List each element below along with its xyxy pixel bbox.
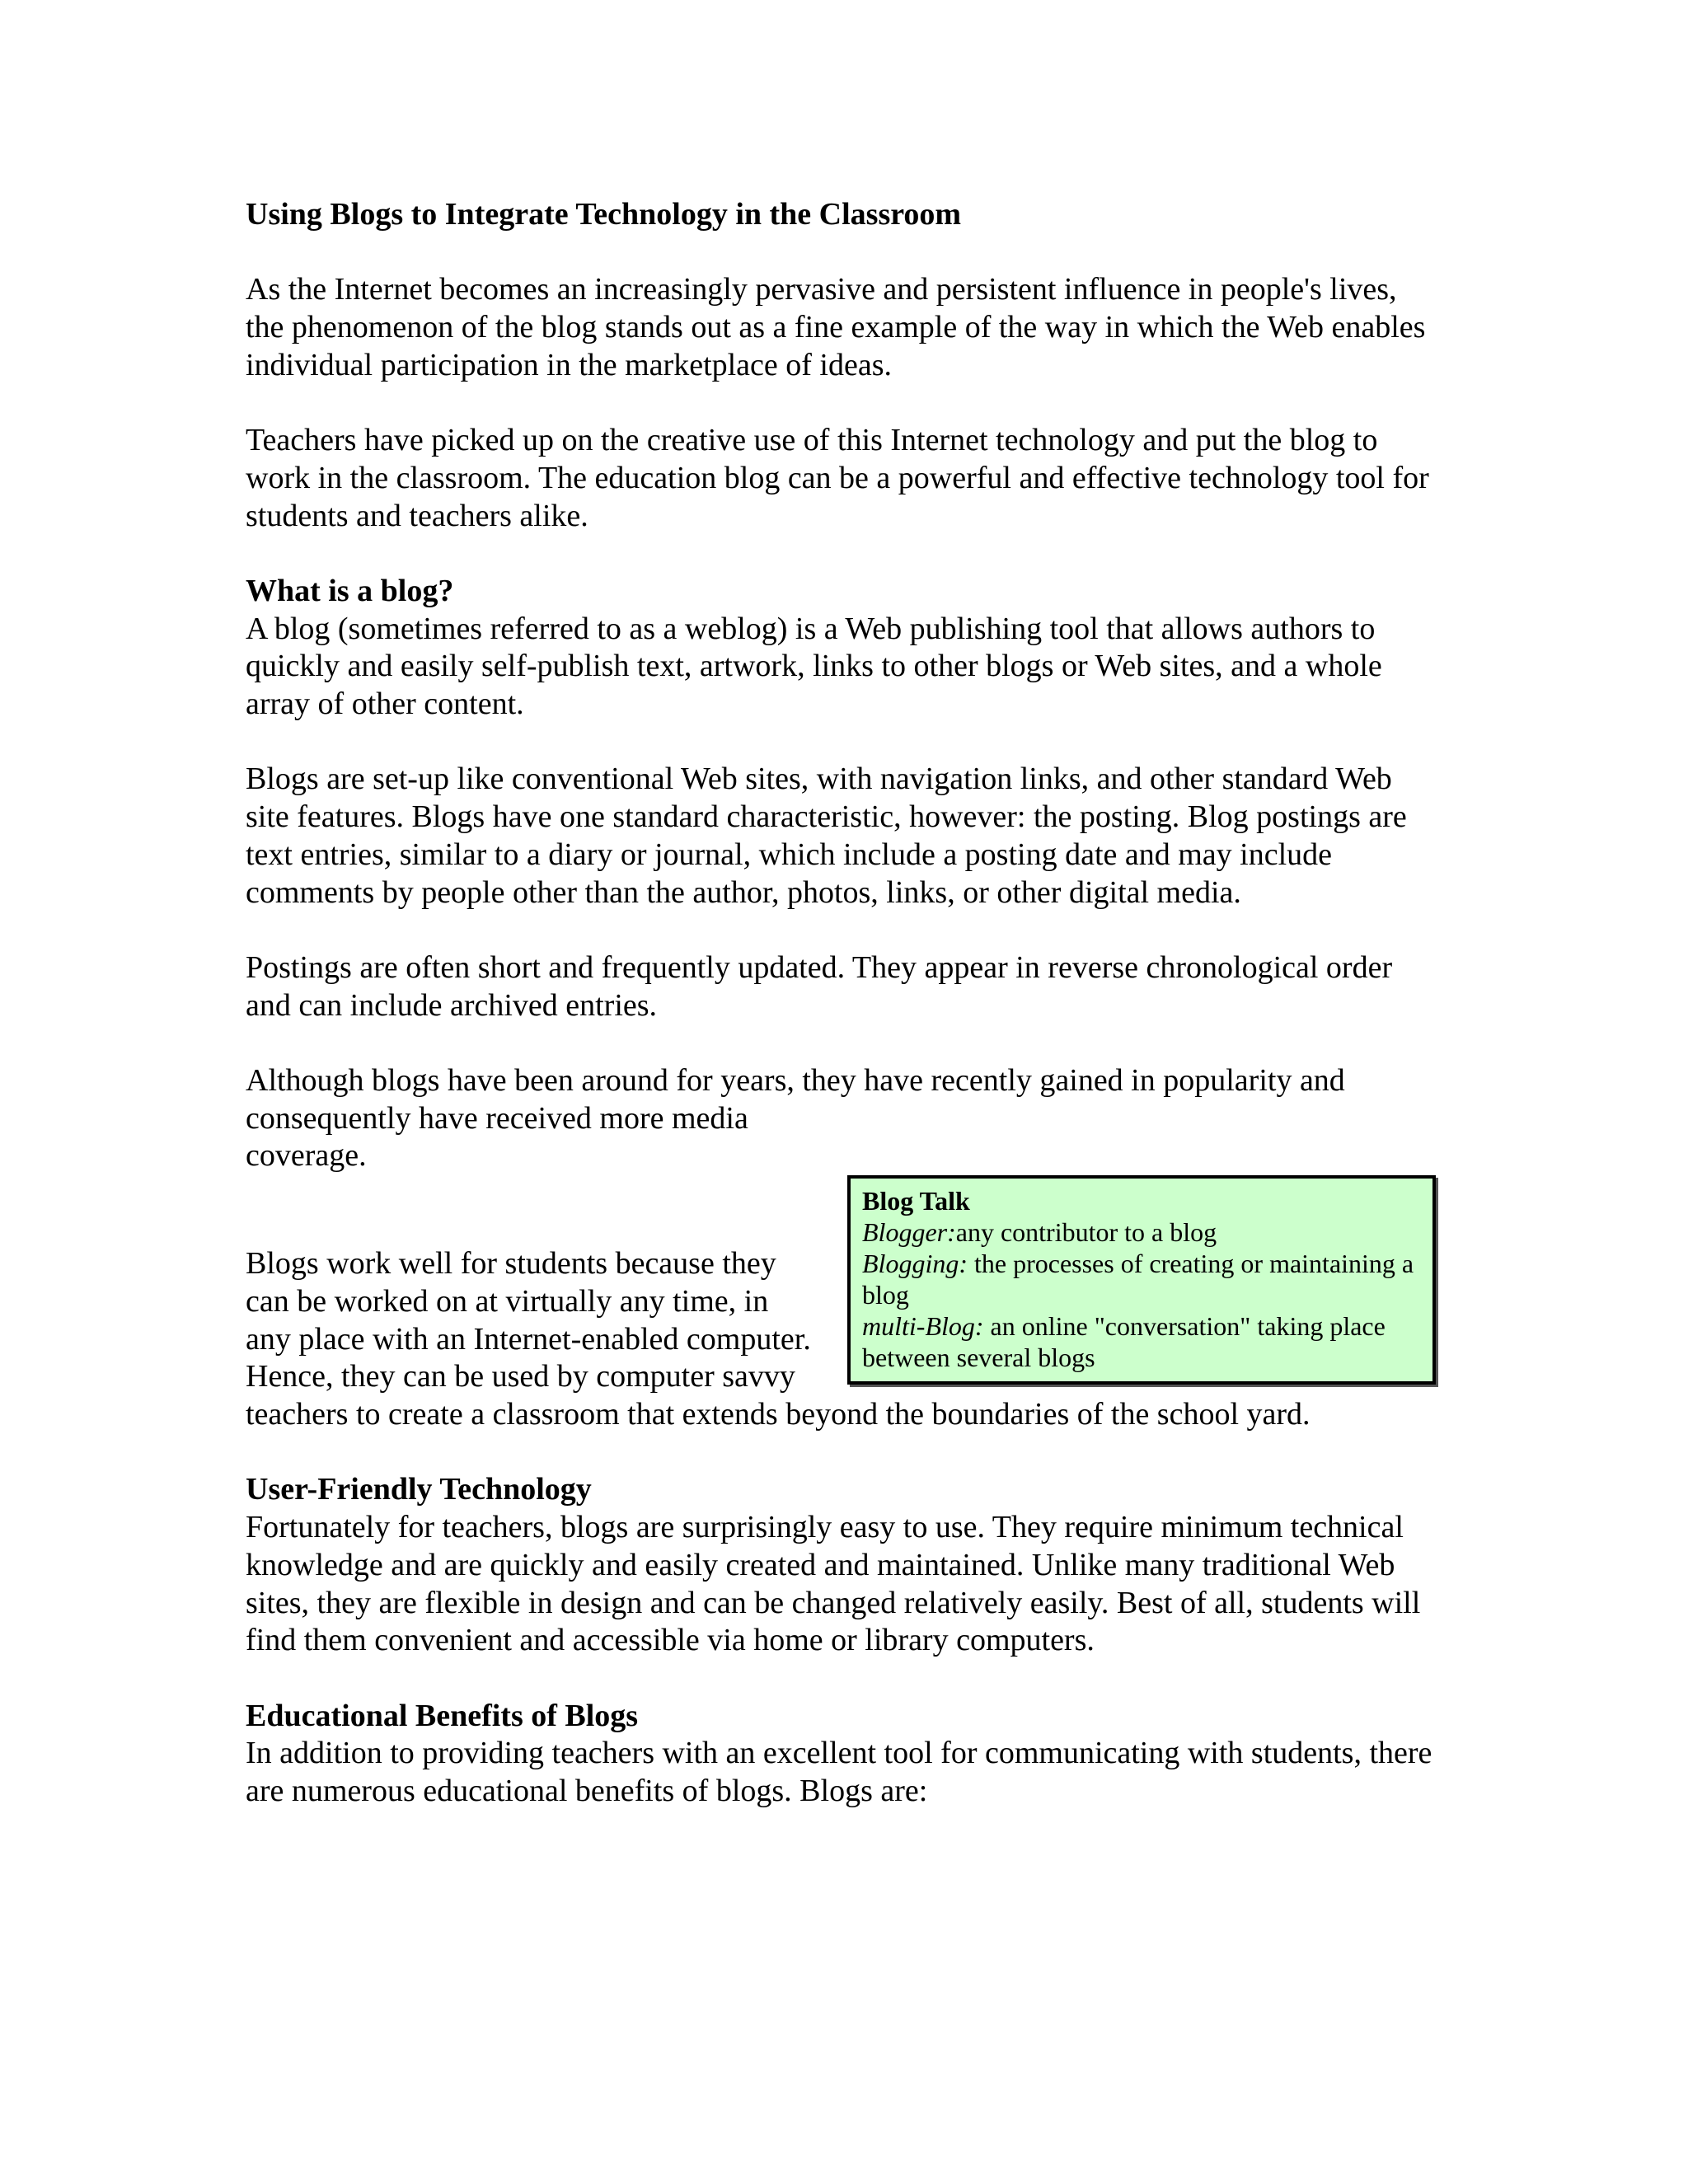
- sidebox-term: Blogging:: [862, 1249, 968, 1279]
- sidebox-definition: the processes of creating or maintaining a blog: [862, 1249, 1414, 1310]
- popularity-paragraph: [246, 1062, 1439, 1175]
- what-is-paragraph-2: Blogs are set-up like conventional Web sites, with navigation links, and other standard Web site features. Blogs have one standard characteristic, however: the posting. Blog postings are text entries, similar to a diary or journal, which include a posting date and may include comments by people other than the author, photos, links, or other digital media.: [246, 762, 1407, 910]
- popularity-line-2: consequently have received more media: [246, 1100, 748, 1136]
- popularity-line-3: coverage.: [246, 1138, 367, 1174]
- benefits-paragraph: In addition to providing teachers with an excellent tool for communicating with students, there are numerous educational benefits of blogs. Blogs are:: [246, 1736, 1432, 1808]
- popularity-line-1: Although blogs have been around for years, they have recently gained in popularity and: [246, 1063, 1345, 1099]
- what-is-paragraph-1: A blog (sometimes referred to as a weblog) is a Web publishing tool that allows authors to quickly and easily self-publish text, artwork, links to other blogs or Web sites, and a whole array of other content.: [246, 611, 1382, 722]
- sidebox-term: multi-Blog:: [862, 1311, 984, 1342]
- user-friendly-paragraph: Fortunately for teachers, blogs are surprisingly easy to use. They require minimum technical knowledge and are quickly and easily created and maintained. Unlike many traditional Web sites, they are flexible in design and can be changed relatively easily. Best of all, students will find them convenient and accessible via home or library computers.: [246, 1510, 1421, 1658]
- user-friendly-section: [246, 1471, 1439, 1660]
- intro-paragraph-2: Teachers have picked up on the creative use of this Internet technology and put the blog to work in the classroom. The education blog can be a powerful and effective technology tool for students and teachers alike.: [246, 423, 1429, 533]
- sidebox-term: Blogger:: [862, 1217, 956, 1248]
- blog-talk-sidebox: [847, 1175, 1436, 1385]
- what-is-paragraph-3: Postings are often short and frequently updated. They appear in reverse chronological order and can include archived entries.: [246, 949, 1393, 1023]
- user-friendly-heading: User-Friendly Technology: [246, 1472, 592, 1507]
- sidebox-entry-blogging: [862, 1248, 1421, 1310]
- sidebox-definition: any contributor to a blog: [955, 1217, 1217, 1248]
- sidebox-title: Blog Talk: [862, 1186, 970, 1216]
- what-is-heading: What is a blog?: [246, 573, 454, 608]
- document-title: Using Blogs to Integrate Technology in the Classroom: [246, 197, 962, 232]
- students-paragraph: Blogs work well for students because they can be worked on at virtually any time, in any place with an Internet-enabled computer. Hence, they can be used by computer savvy teachers to create a classroom that extends beyond the boundaries of the school yard.: [246, 1246, 1311, 1432]
- benefits-heading: Educational Benefits of Blogs: [246, 1698, 639, 1733]
- students-with-sidebox: [246, 1175, 1439, 1434]
- intro-paragraph-1: As the Internet becomes an increasingly pervasive and persistent influence in people's lives, the phenomenon of the blog stands out as a fine example of the way in which the Web enables individual participation in the marketplace of ideas.: [246, 272, 1426, 382]
- what-is-section: [246, 573, 1439, 724]
- sidebox-entry-blogger: [862, 1216, 1421, 1248]
- sidebox-entry-multiblog: [862, 1310, 1421, 1373]
- benefits-section: [246, 1698, 1439, 1811]
- document-page: [246, 196, 1439, 1848]
- sidebox-definition: an online "conversation" taking place between several blogs: [862, 1311, 1386, 1373]
